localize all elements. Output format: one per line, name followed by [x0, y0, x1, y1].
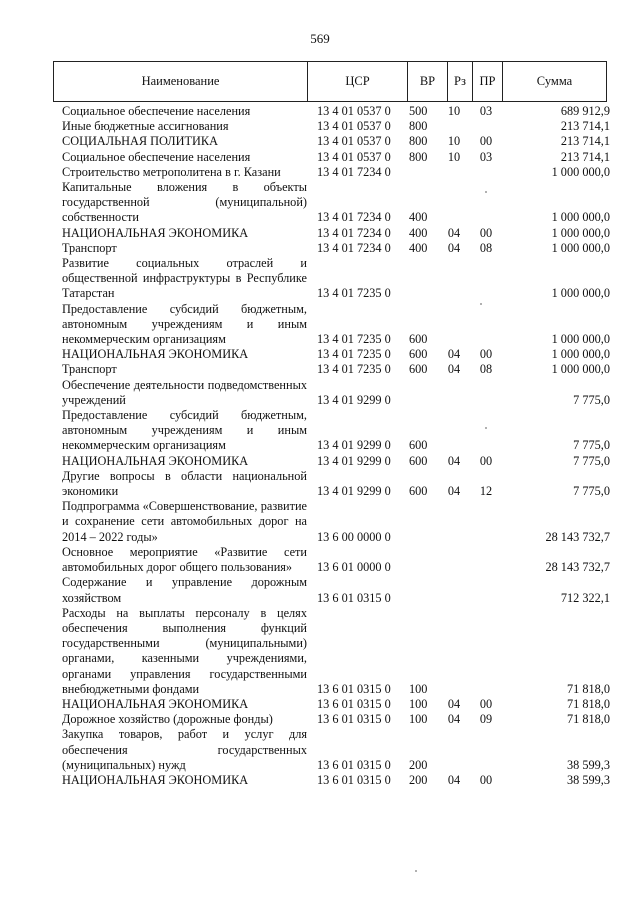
cell-rz: 10	[447, 104, 461, 118]
cell-name: Социальное обеспечение населения	[62, 104, 251, 118]
page-number: 569	[310, 31, 330, 46]
table-body	[62, 104, 610, 788]
cell-sum: 71 818,0	[566, 712, 610, 727]
cell-sum: 1 000 000,0	[551, 332, 610, 347]
cell-csr: 13 4 01 7235 0	[317, 332, 391, 347]
table-header	[53, 61, 607, 102]
cell-vr: 400	[409, 240, 428, 255]
cell-pr: 08	[479, 240, 493, 255]
table-row	[62, 378, 610, 408]
cell-pr: 08	[479, 362, 493, 377]
cell-pr: 09	[479, 712, 493, 727]
table-row	[62, 499, 610, 545]
cell-sum: 1 000 000,0	[551, 347, 610, 362]
cell-vr: 100	[409, 696, 428, 711]
cell-csr: 13 4 01 9299 0	[317, 453, 391, 468]
cell-sum: 7 775,0	[573, 438, 610, 453]
cell-vr: 600	[409, 453, 428, 468]
cell-vr: 500	[409, 104, 428, 118]
cell-vr: 800	[409, 149, 428, 164]
cell-name: Капитальные вложения в объекты государственной (муниципальной) собственности	[62, 180, 307, 225]
cell-vr: 100	[409, 681, 428, 696]
cell-name: Дорожное хозяйство (дорожные фонды)	[62, 712, 273, 727]
cell-name: НАЦИОНАЛЬНАЯ ЭКОНОМИКА	[62, 225, 249, 240]
table-row	[62, 226, 610, 241]
cell-sum: 213 714,1	[560, 134, 610, 149]
cell-name: Другие вопросы в области национальной экономики	[62, 468, 307, 499]
cell-csr: 13 4 01 9299 0	[317, 392, 391, 407]
cell-name: Социальное обеспечение населения	[62, 149, 251, 164]
cell-csr: 13 6 01 0315 0	[317, 696, 391, 711]
cell-sum: 7 775,0	[573, 484, 610, 499]
cell-sum: 712 322,1	[560, 590, 610, 605]
cell-sum: 1 000 000,0	[551, 240, 610, 255]
cell-sum: 28 143 732,7	[545, 560, 610, 575]
table-row	[62, 104, 610, 119]
table-row	[62, 347, 610, 362]
cell-name: Развитие социальных отраслей и общественной инфраструктуры в Республике Татарстан	[62, 256, 307, 301]
cell-sum: 213 714,1	[560, 119, 610, 134]
cell-pr: 03	[479, 149, 493, 164]
cell-csr: 13 4 01 7235 0	[317, 362, 391, 377]
scan-dot	[480, 303, 482, 305]
cell-pr: 03	[479, 104, 493, 118]
cell-pr: 00	[479, 225, 493, 240]
cell-name: Подпрограмма «Совершенствование, развитие и сохранение сети автомобильных дорог на 2014 – 2022 годы»	[62, 499, 307, 544]
cell-rz: 04	[447, 712, 461, 727]
cell-name: Содержание и управление дорожным хозяйством	[62, 575, 307, 605]
cell-rz: 04	[447, 484, 461, 499]
scan-dot	[415, 870, 417, 872]
table-row	[62, 727, 610, 773]
cell-csr: 13 4 01 7234 0	[317, 164, 391, 179]
cell-sum: 7 775,0	[573, 453, 610, 468]
cell-name: Обеспечение деятельности подведомственных учреждений	[62, 377, 307, 407]
cell-csr: 13 4 01 0537 0	[317, 119, 391, 134]
cell-pr: 00	[479, 453, 493, 468]
cell-pr: 00	[479, 347, 493, 362]
cell-sum: 1 000 000,0	[551, 225, 610, 240]
cell-sum: 71 818,0	[566, 696, 610, 711]
cell-sum: 1 000 000,0	[551, 210, 610, 225]
cell-sum: 7 775,0	[573, 392, 610, 407]
cell-sum: 1 000 000,0	[551, 362, 610, 377]
cell-sum: 1 000 000,0	[551, 286, 610, 301]
cell-rz: 10	[447, 149, 461, 164]
cell-csr: 13 6 01 0315 0	[317, 712, 391, 727]
table-row	[62, 575, 610, 605]
cell-name: Иные бюджетные ассигнования	[62, 119, 229, 134]
cell-vr: 600	[409, 362, 428, 377]
header-rz: Рз	[448, 62, 473, 101]
table-row	[62, 119, 610, 134]
scan-dot	[485, 191, 487, 193]
cell-vr: 800	[409, 119, 428, 134]
cell-sum: 38 599,3	[566, 757, 610, 772]
header-sum: Сумма	[536, 74, 573, 88]
cell-csr: 13 4 01 7234 0	[317, 210, 391, 225]
table-row	[62, 165, 610, 180]
table-row	[62, 241, 610, 256]
table-row	[62, 545, 610, 575]
cell-csr: 13 4 01 7234 0	[317, 225, 391, 240]
cell-name: НАЦИОНАЛЬНАЯ ЭКОНОМИКА	[62, 696, 249, 711]
cell-name: Строительство метрополитена в г. Казани	[62, 164, 281, 179]
table-row	[62, 773, 610, 788]
cell-rz: 04	[447, 453, 461, 468]
cell-rz: 04	[447, 240, 461, 255]
cell-name: НАЦИОНАЛЬНАЯ ЭКОНОМИКА	[62, 453, 249, 468]
cell-rz: 04	[447, 696, 461, 711]
header-name: Наименование	[54, 62, 308, 101]
cell-csr: 13 4 01 0537 0	[317, 104, 391, 118]
cell-vr: 400	[409, 210, 428, 225]
cell-sum: 689 912,9	[560, 104, 610, 118]
cell-name: Закупка товаров, работ и услуг для обеспечения государственных (муниципальных) нужд	[62, 727, 307, 772]
table-row	[62, 606, 610, 697]
cell-pr: 12	[479, 484, 493, 499]
table-row	[62, 150, 610, 165]
cell-vr: 600	[409, 347, 428, 362]
cell-csr: 13 6 01 0315 0	[317, 757, 391, 772]
cell-name: СОЦИАЛЬНАЯ ПОЛИТИКА	[62, 134, 219, 149]
table-row	[62, 302, 610, 348]
cell-name: Основное мероприятие «Развитие сети автомобильных дорог общего пользования»	[62, 544, 307, 575]
cell-pr: 00	[479, 134, 493, 149]
table-row	[62, 712, 610, 727]
header-csr: ЦСР	[308, 62, 408, 101]
cell-csr: 13 6 01 0315 0	[317, 772, 391, 787]
cell-rz: 04	[447, 772, 461, 787]
cell-vr: 200	[409, 772, 428, 787]
cell-vr: 600	[409, 438, 428, 453]
cell-name: Транспорт	[62, 362, 117, 377]
cell-csr: 13 4 01 7235 0	[317, 286, 391, 301]
cell-vr: 800	[409, 134, 428, 149]
cell-csr: 13 4 01 7234 0	[317, 240, 391, 255]
cell-vr: 600	[409, 484, 428, 499]
cell-name: Предоставление субсидий бюджетным, автономным учреждениям и иным некоммерческим организациям	[62, 408, 307, 453]
cell-rz: 10	[447, 134, 461, 149]
table-row	[62, 362, 610, 377]
header-vr: ВР	[408, 62, 448, 101]
cell-csr: 13 4 01 7235 0	[317, 347, 391, 362]
cell-csr: 13 4 01 0537 0	[317, 149, 391, 164]
scan-dot	[485, 427, 487, 429]
table-row	[62, 697, 610, 712]
cell-rz: 04	[447, 362, 461, 377]
header-pr: ПР	[473, 62, 503, 101]
cell-vr: 200	[409, 757, 428, 772]
cell-vr: 600	[409, 332, 428, 347]
cell-csr: 13 6 01 0000 0	[317, 560, 391, 575]
cell-name: Предоставление субсидий бюджетным, автономным учреждениям и иным некоммерческим организациям	[62, 301, 307, 347]
cell-vr: 400	[409, 225, 428, 240]
table-row	[62, 469, 610, 499]
cell-csr: 13 6 01 0315 0	[317, 590, 391, 605]
cell-sum: 213 714,1	[560, 149, 610, 164]
table-row	[62, 134, 610, 149]
cell-name: НАЦИОНАЛЬНАЯ ЭКОНОМИКА	[62, 347, 249, 362]
cell-pr: 00	[479, 772, 493, 787]
cell-sum: 1 000 000,0	[551, 164, 610, 179]
cell-csr: 13 6 00 0000 0	[317, 529, 391, 544]
cell-name: НАЦИОНАЛЬНАЯ ЭКОНОМИКА	[62, 772, 249, 787]
cell-sum: 28 143 732,7	[545, 529, 610, 544]
table-row	[62, 180, 610, 226]
table-row	[62, 454, 610, 469]
cell-csr: 13 4 01 9299 0	[317, 438, 391, 453]
cell-pr: 00	[479, 696, 493, 711]
cell-name: Транспорт	[62, 240, 117, 255]
cell-name: Расходы на выплаты персоналу в целях обеспечения выполнения функций государственными (муниципальными) органами, казенными учреждениями, органами управления государственными внебюджетными фондами	[62, 605, 307, 696]
cell-csr: 13 6 01 0315 0	[317, 681, 391, 696]
cell-sum: 71 818,0	[566, 681, 610, 696]
cell-csr: 13 4 01 0537 0	[317, 134, 391, 149]
cell-vr: 100	[409, 712, 428, 727]
cell-rz: 04	[447, 225, 461, 240]
table-row	[62, 256, 610, 302]
cell-sum: 38 599,3	[566, 772, 610, 787]
cell-rz: 04	[447, 347, 461, 362]
table-row	[62, 408, 610, 454]
cell-csr: 13 4 01 9299 0	[317, 484, 391, 499]
